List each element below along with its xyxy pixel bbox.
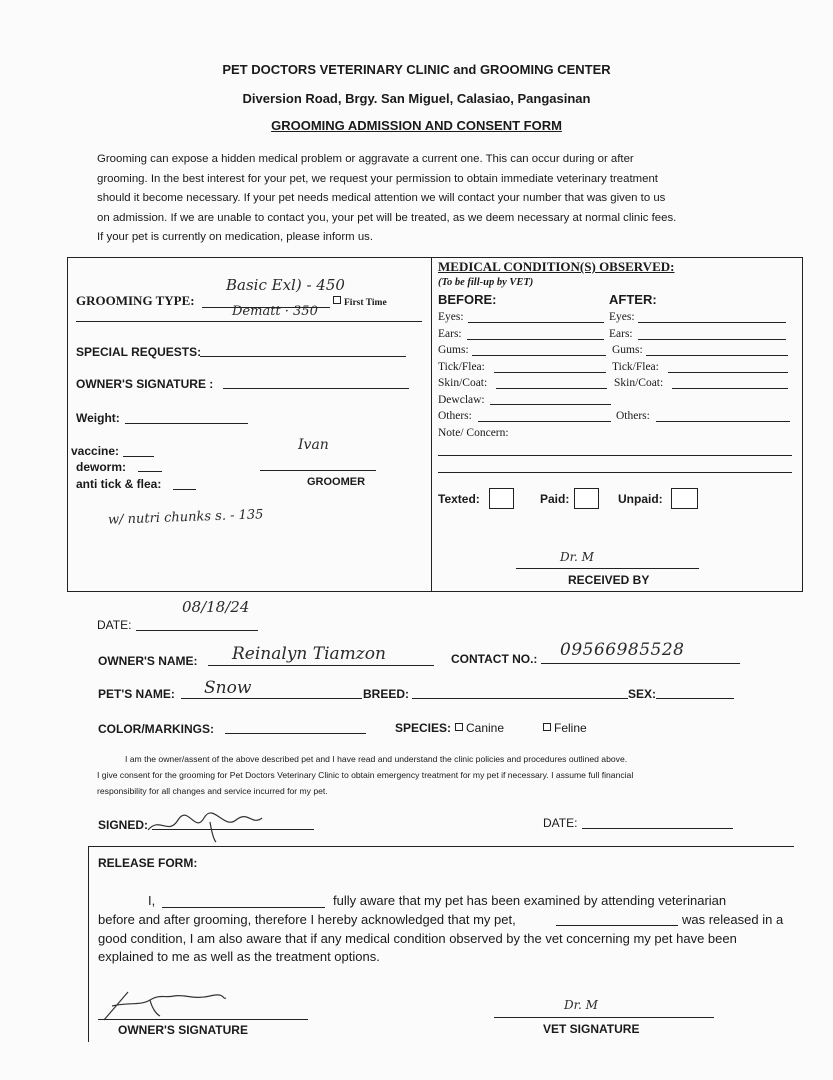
canine-label: Canine [466, 721, 505, 735]
intro-line: grooming. In the best interest for your pet, we request your permission to obtain immediate veterinary treatment [97, 172, 658, 185]
owner-signature-field[interactable] [223, 388, 409, 389]
pet-name-field[interactable] [181, 698, 362, 699]
release-text: was released in a [682, 912, 784, 927]
deworm-field[interactable] [138, 471, 162, 472]
after-skin-field[interactable] [672, 388, 788, 389]
after-tick-label: Tick/Flea: [612, 361, 659, 373]
after-others-field[interactable] [656, 421, 790, 422]
consent-line: I give consent for the grooming for Pet Doctors Veterinary Clinic to obtain emergency treatment for my pet if necessary. I assume full financial [97, 770, 634, 780]
anti-tick-label: anti tick & flea: [76, 477, 162, 491]
signed-date-label: DATE: [543, 816, 578, 830]
unpaid-checkbox[interactable] [671, 488, 698, 509]
intro-paragraph [97, 150, 747, 248]
note-line-1[interactable] [438, 455, 792, 456]
vet-signature-field[interactable] [494, 1017, 714, 1018]
note-concern-label: Note/ Concern: [438, 427, 509, 439]
received-by-value: Dr. M [560, 550, 594, 564]
vaccine-field[interactable] [123, 456, 154, 457]
release-i-label: I, [148, 893, 156, 908]
signed-date-field[interactable] [582, 828, 733, 829]
contact-value: 09566985528 [560, 640, 685, 660]
checkbox-icon [455, 723, 463, 731]
signed-field[interactable] [152, 829, 314, 830]
weight-label: Weight: [76, 411, 120, 425]
first-time-checkbox[interactable] [333, 296, 387, 308]
sex-label: SEX: [628, 687, 657, 701]
after-others-label: Others: [616, 410, 650, 422]
owner-release-signature-scribble [98, 986, 228, 1026]
before-ears-field[interactable] [467, 339, 604, 340]
vet-signature-label: VET SIGNATURE [543, 1022, 640, 1036]
texted-checkbox[interactable] [489, 488, 514, 509]
checkbox-icon [333, 296, 341, 304]
after-ears-field[interactable] [638, 339, 786, 340]
owner-name-field[interactable] [208, 665, 434, 666]
before-eyes-label: Eyes: [438, 311, 464, 323]
special-requests-field[interactable] [200, 356, 406, 357]
breed-field[interactable] [412, 698, 628, 699]
after-eyes-label: Eyes: [609, 311, 635, 323]
release-title: RELEASE FORM: [98, 856, 198, 870]
before-skin-label: Skin/Coat: [438, 377, 488, 389]
medical-subtitle: (To be fill-up by VET) [438, 277, 534, 288]
after-gums-label: Gums: [612, 344, 643, 356]
groomer-label: GROOMER [307, 476, 366, 488]
after-ears-label: Ears: [609, 328, 633, 340]
texted-label: Texted: [438, 492, 480, 506]
pet-name-label: PET'S NAME: [98, 687, 175, 701]
intro-line: should it become necessary. If your pet needs medical attention we will contact your number that was given to us [97, 192, 666, 204]
before-gums-label: Gums: [438, 344, 469, 356]
intro-line: on admission. If we are unable to contact you, your pet will be treated, as we deem necessary at normal clinic fees. [97, 211, 677, 224]
breed-label: BREED: [363, 687, 410, 701]
signed-label: SIGNED: [98, 818, 149, 832]
before-dewclaw-label: Dewclaw: [438, 394, 485, 406]
first-time-label: First Time [344, 298, 387, 308]
sex-field[interactable] [656, 698, 734, 699]
species-label: SPECIES: [395, 721, 452, 735]
form-title: GROOMING ADMISSION AND CONSENT FORM [271, 118, 562, 133]
release-pet-field[interactable] [556, 925, 678, 926]
date-value: 08/18/24 [182, 598, 250, 616]
before-tick-field[interactable] [494, 372, 606, 373]
before-skin-field[interactable] [496, 388, 607, 389]
owner-signature-label: OWNER'S SIGNATURE : [76, 377, 214, 391]
after-label: AFTER: [609, 292, 657, 307]
contact-field[interactable] [541, 663, 740, 664]
feline-option[interactable] [543, 721, 587, 735]
date-field[interactable] [136, 630, 258, 631]
before-label: BEFORE: [438, 292, 497, 307]
release-text: good condition, I am also aware that if any medical condition observed by the vet concerning my pet have been [98, 931, 737, 946]
received-by-label: RECEIVED BY [568, 573, 650, 587]
after-tick-field[interactable] [668, 372, 788, 373]
intro-line: Grooming can expose a hidden medical problem or aggravate a current one. This can occur during or after [97, 153, 634, 165]
before-ears-label: Ears: [438, 328, 462, 340]
grooming-type-label: GROOMING TYPE: [76, 293, 195, 308]
received-by-field[interactable] [516, 568, 699, 569]
release-text: explained to me as well as the treatment options. [98, 949, 380, 964]
owner-signature-scribble [140, 808, 270, 844]
color-markings-label: COLOR/MARKINGS: [98, 722, 214, 736]
vet-signature-value: Dr. M [564, 998, 598, 1012]
groomer-value: Ivan [298, 437, 329, 453]
clinic-name: PET DOCTORS VETERINARY CLINIC and GROOMING CENTER [222, 62, 611, 77]
grooming-type-field-2[interactable] [76, 321, 422, 322]
checkbox-icon [543, 723, 551, 731]
consent-line: responsibility for all changes and service incurred for my pet. [97, 786, 328, 796]
after-eyes-field[interactable] [638, 322, 786, 323]
before-others-field[interactable] [478, 421, 611, 422]
after-skin-label: Skin/Coat: [614, 377, 664, 389]
before-others-label: Others: [438, 410, 472, 422]
owner-name-value: Reinalyn Tiamzon [232, 644, 386, 664]
before-tick-label: Tick/Flea: [438, 361, 485, 373]
canine-option[interactable] [455, 721, 504, 735]
vaccine-label: vaccine: [71, 444, 120, 458]
contact-label: CONTACT NO.: [451, 652, 538, 666]
release-name-field[interactable] [162, 907, 325, 908]
before-eyes-field[interactable] [468, 322, 604, 323]
grooming-type-value-1: Basic Exl) - 450 [226, 276, 345, 294]
before-dewclaw-field[interactable] [490, 404, 611, 405]
special-requests-label: SPECIAL REQUESTS: [76, 345, 202, 359]
release-text: before and after grooming, therefore I hereby acknowledged that my pet, [98, 912, 516, 927]
box-divider [431, 258, 432, 591]
feline-label: Feline [554, 721, 587, 735]
owner-release-signature-field[interactable] [98, 1019, 308, 1020]
anti-tick-field[interactable] [173, 489, 196, 490]
deworm-label: deworm: [76, 460, 127, 474]
after-gums-field[interactable] [646, 355, 788, 356]
consent-line: I am the owner/assent of the above described pet and I have read and understand the clinic policies and procedures outlined above. [125, 754, 628, 764]
before-gums-field[interactable] [472, 355, 606, 356]
clinic-address: Diversion Road, Brgy. San Miguel, Calasiao, Pangasinan [242, 91, 591, 106]
owner-release-signature-label: OWNER'S SIGNATURE [118, 1023, 248, 1037]
medical-title: MEDICAL CONDITION(S) OBSERVED: [438, 259, 675, 274]
owner-name-label: OWNER'S NAME: [98, 654, 198, 668]
release-text: fully aware that my pet has been examined by attending veterinarian [333, 893, 727, 908]
weight-field[interactable] [125, 423, 248, 424]
paid-label: Paid: [540, 492, 570, 506]
color-markings-field[interactable] [225, 733, 366, 734]
pet-name-value: Snow [204, 678, 252, 698]
paid-checkbox[interactable] [574, 488, 599, 509]
handwritten-note: w/ nutri chunks s. - 135 [107, 507, 264, 528]
date-label: DATE: [97, 618, 132, 632]
unpaid-label: Unpaid: [618, 492, 663, 506]
note-line-2[interactable] [438, 472, 792, 473]
groomer-field[interactable] [260, 470, 376, 471]
intro-line: If your pet is currently on medication, please inform us. [97, 231, 374, 243]
grooming-type-value-2: Dematt · 350 [232, 304, 318, 319]
